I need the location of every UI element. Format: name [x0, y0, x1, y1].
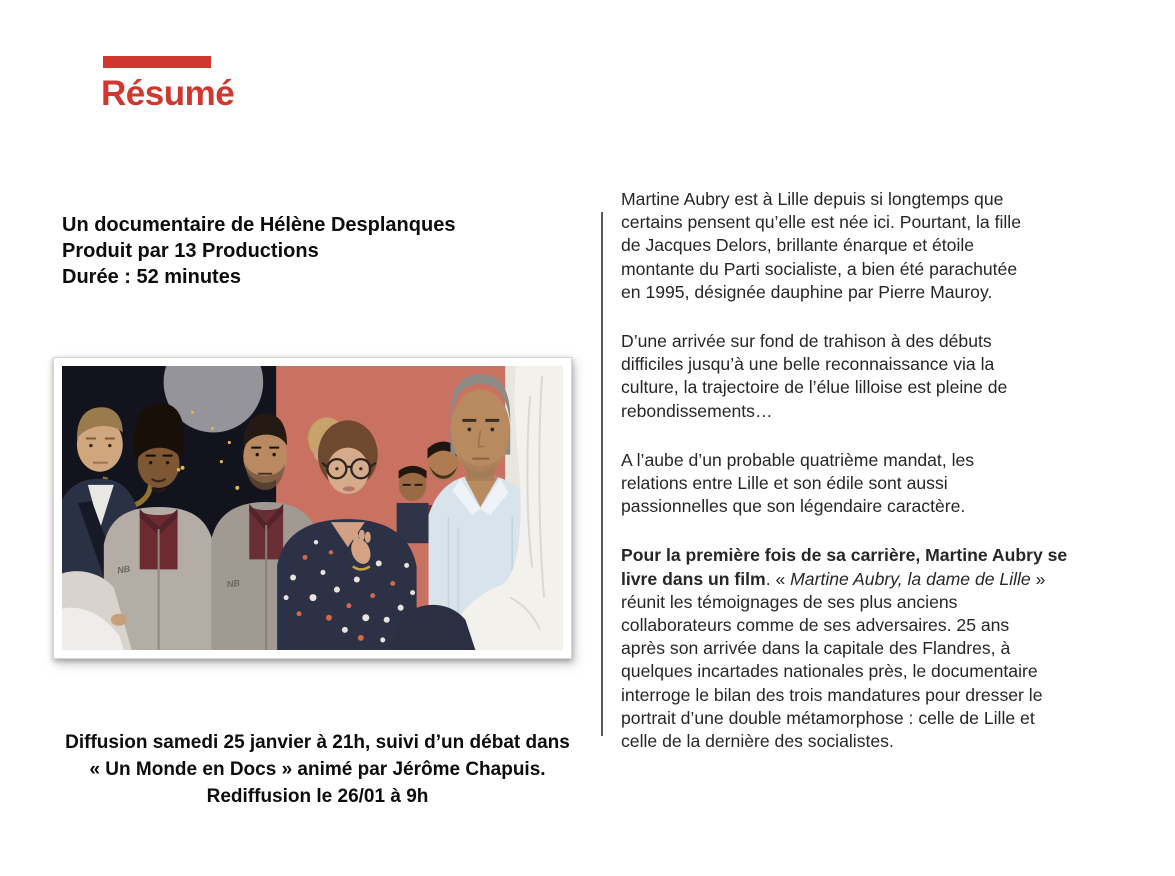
article-rule	[601, 212, 603, 736]
paragraph-4	[621, 544, 1141, 753]
documentary-credits: Un documentaire de Hélène Desplanques Produit par 13 Productions Durée : 52 minutes	[62, 214, 456, 288]
paragraph-4-film-title: Martine Aubry, la dame de Lille	[790, 568, 1031, 589]
paragraph-4-sep: . «	[765, 568, 791, 589]
page-title: Résumé	[101, 74, 235, 113]
paragraph-1: Martine Aubry est à Lille depuis si longtemps que certains pensent qu’elle est née ici. Pourtant, la fille de Jacques Delors, brillante énarque et étoile montante du Parti socialiste, a bien été parachutée en 1995, désignée dauphine par Pierre Mauroy.	[621, 189, 1022, 302]
nb-logo-text: NB	[226, 577, 241, 590]
nb-logo-text: NB	[116, 563, 131, 576]
paragraph-4-bold: Pour la première fois de sa carrière, Martine Aubry se livre dans un film	[621, 545, 1068, 589]
paragraph-2: D’une arrivée sur fond de trahison à des débuts difficiles jusqu’à une belle reconnaissance via la culture, la trajectoire de l’élue lilloise est pleine de rebondissements…	[621, 331, 1008, 421]
paragraph-4-rest: » réunit les témoignages de ses plus anciens collaborateurs comme de ses adversaires. 25 ans après son arrivée dans la capitale des Flandres, à quelques incartades nationales près, le documentaire interroge le bilan des trois mandatures pour dresser le portrait d’une double métamorphose : celle de Lille et celle de la dernière des socialistes.	[621, 568, 1046, 752]
accent-bar	[103, 56, 211, 68]
background-head-glasses	[397, 466, 429, 544]
paragraph-3: A l’aube d’un probable quatrième mandat, les relations entre Lille et son édile sont aussi passionnelles que son légendaire caractère.	[621, 449, 975, 517]
summary-article	[621, 188, 1141, 779]
documentary-photo	[62, 366, 563, 650]
photo-frame	[53, 357, 572, 659]
broadcast-info: Diffusion samedi 25 janvier à 21h, suivi d’un débat dans « Un Monde en Docs » animé par Jérôme Chapuis. Rediffusion le 26/01 à 9h	[65, 732, 570, 807]
